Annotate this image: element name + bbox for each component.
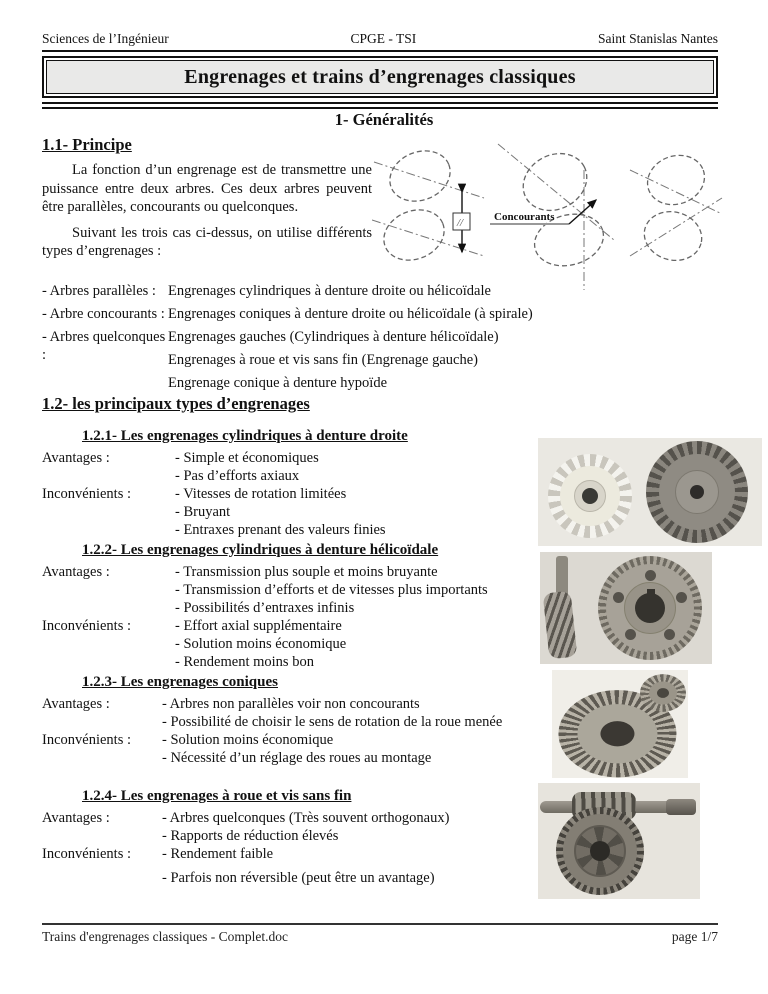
type-heading: 1.2.4- Les engrenages à roue et vis sans fin bbox=[82, 788, 352, 804]
footer-right: page 1/7 bbox=[671, 929, 718, 944]
avantages-item: - Simple et économiques bbox=[175, 450, 319, 466]
inconvenients-block bbox=[42, 617, 562, 671]
section-heading-generalites: 1- Généralités bbox=[334, 110, 434, 129]
parallel-symbol: // bbox=[457, 217, 464, 229]
header-center: CPGE - TSI bbox=[350, 31, 417, 46]
inconvenients-label: Inconvénients : bbox=[42, 618, 131, 634]
inconvenients-item: - Bruyant bbox=[175, 504, 231, 520]
inconvenients-item: - Solution moins économique bbox=[162, 732, 334, 748]
shaft-cases-list bbox=[42, 282, 718, 397]
avantages-block bbox=[42, 449, 562, 485]
footer-rule bbox=[42, 923, 718, 925]
avantages-item: - Transmission plus souple et moins bruyante bbox=[175, 564, 438, 580]
worm-shaft-end bbox=[666, 799, 696, 815]
avantages-item: - Arbres non parallèles voir non concourants bbox=[162, 696, 420, 712]
axes-figure bbox=[372, 140, 724, 292]
page-footer bbox=[42, 929, 718, 945]
inconvenients-item: - Rendement faible bbox=[162, 846, 274, 862]
case-label: - Arbres quelconques : bbox=[42, 329, 166, 363]
spur-gear-large bbox=[646, 441, 748, 543]
type-heading: 1.2.2- Les engrenages cylindriques à denture hélicoïdale bbox=[82, 542, 439, 558]
header-rule bbox=[42, 50, 718, 52]
figure-parallel-sketch bbox=[372, 142, 484, 269]
inconvenients-label: Inconvénients : bbox=[42, 846, 131, 862]
case-row bbox=[42, 282, 718, 305]
figure-concourants-sketch bbox=[490, 143, 614, 290]
figure-quelconques-sketch bbox=[630, 148, 722, 267]
inconvenients-block bbox=[42, 485, 562, 539]
avantages-item: - Possibilité de choisir le sens de rotation de la roue menée bbox=[162, 714, 503, 730]
case-label: - Arbre concourants : bbox=[42, 306, 165, 322]
double-rule bbox=[42, 102, 718, 109]
avantages-block bbox=[42, 695, 562, 731]
case-label: - Arbres parallèles : bbox=[42, 283, 156, 299]
avantages-item: - Possibilités d’entraxes infinis bbox=[175, 600, 355, 616]
paragraph-principe-1: La fonction d’un engrenage est de transmettre une puissance entre deux arbres. Ces deux arbres peuvent être parallèles, concourants ou quelconques. bbox=[42, 162, 372, 215]
inconvenients-item: - Effort axial supplémentaire bbox=[175, 618, 342, 634]
case-text: Engrenage conique à denture hypoïde bbox=[168, 375, 388, 391]
type-section-4 bbox=[42, 788, 562, 887]
type-heading: 1.2.3- Les engrenages coniques bbox=[82, 674, 278, 690]
type-section-2 bbox=[42, 542, 562, 671]
inconvenients-item: - Vitesses de rotation limitées bbox=[175, 486, 347, 502]
bevel-gears-photo bbox=[552, 670, 688, 778]
case-text: Engrenages cylindriques à denture droite ou hélicoïdale bbox=[168, 283, 491, 299]
avantages-block bbox=[42, 809, 562, 845]
inconvenients-item: - Nécessité d’un réglage des roues au montage bbox=[162, 750, 432, 766]
title-box bbox=[42, 56, 718, 98]
avantages-label: Avantages : bbox=[42, 450, 110, 466]
inconvenients-label: Inconvénients : bbox=[42, 732, 131, 748]
helical-gear-large bbox=[598, 556, 702, 660]
case-row bbox=[42, 305, 718, 328]
avantages-label: Avantages : bbox=[42, 810, 110, 826]
heading-types: 1.2- les principaux types d’engrenages bbox=[42, 394, 310, 413]
avantages-item: - Pas d’efforts axiaux bbox=[175, 468, 300, 484]
worm-gear-photo bbox=[538, 783, 700, 899]
avantages-item: - Transmission d’efforts et de vitesses plus importants bbox=[175, 582, 488, 598]
header-right: Saint Stanislas Nantes bbox=[598, 31, 718, 46]
helical-pinion bbox=[543, 591, 578, 660]
spur-gear-small bbox=[548, 454, 632, 538]
header-left: Sciences de l’Ingénieur bbox=[42, 31, 169, 46]
paragraph-principe-2: Suivant les trois cas ci-dessus, on utilise différents types d’engrenages : bbox=[42, 224, 372, 259]
avantages-item: - Rapports de réduction élevés bbox=[162, 828, 339, 844]
avantages-label: Avantages : bbox=[42, 696, 110, 712]
title-box-inner bbox=[46, 60, 714, 94]
heading-principe: 1.1- Principe bbox=[42, 135, 132, 154]
type-section-1 bbox=[42, 428, 562, 539]
type-section-3 bbox=[42, 674, 562, 767]
inconvenients-item: - Entraxes prenant des valeurs finies bbox=[175, 522, 386, 538]
worm-wheel bbox=[556, 807, 644, 895]
case-text: Engrenages à roue et vis sans fin (Engrenage gauche) bbox=[168, 352, 479, 368]
avantages-block bbox=[42, 563, 562, 617]
inconvenients-item: - Solution moins économique bbox=[175, 636, 347, 652]
principe-paragraphs bbox=[42, 161, 372, 261]
inconvenients-block bbox=[42, 731, 562, 767]
inconvenients-item: - Rendement moins bon bbox=[175, 654, 314, 670]
avantages-label: Avantages : bbox=[42, 564, 110, 580]
helical-gears-photo bbox=[540, 552, 712, 664]
case-text: Engrenages coniques à denture droite ou hélicoïdale (à spirale) bbox=[168, 306, 533, 322]
type-heading: 1.2.1- Les engrenages cylindriques à denture droite bbox=[82, 428, 408, 444]
footer-left: Trains d'engrenages classiques - Complet.doc bbox=[42, 929, 289, 944]
page-title: Engrenages et trains d’engrenages classiques bbox=[184, 65, 576, 88]
page-header bbox=[42, 31, 718, 47]
spur-gears-photo bbox=[538, 438, 762, 546]
case-text: Engrenages gauches (Cylindriques à denture hélicoïdale) bbox=[168, 329, 499, 345]
inconvenients-label: Inconvénients : bbox=[42, 486, 131, 502]
case-row bbox=[42, 328, 718, 397]
inconvenients-item: - Parfois non réversible (peut être un avantage) bbox=[162, 870, 435, 886]
inconvenients-block bbox=[42, 845, 562, 887]
concourants-label: Concourants bbox=[494, 211, 555, 223]
avantages-item: - Arbres quelconques (Très souvent orthogonaux) bbox=[162, 810, 450, 826]
